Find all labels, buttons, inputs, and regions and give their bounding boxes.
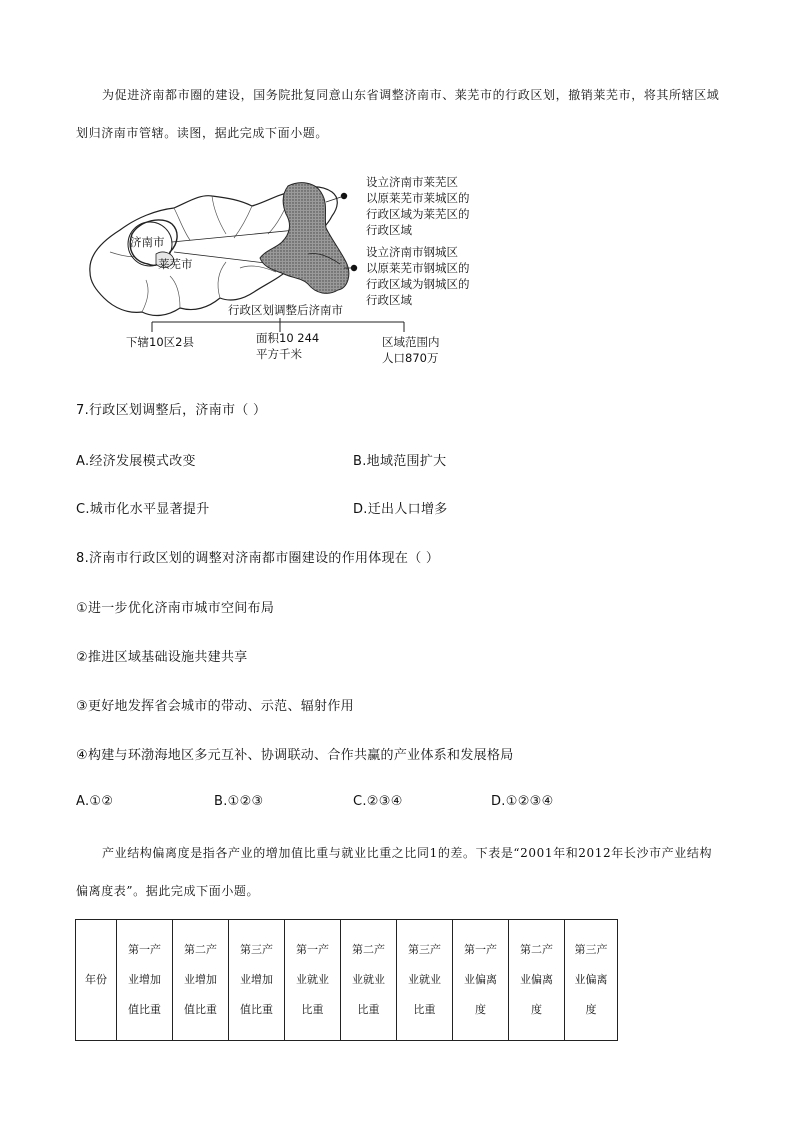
q8-statement-1: ①进一步优化济南市城市空间布局 [76, 601, 275, 616]
header-primary-value-added: 第一产 业增加 值比重 [117, 920, 173, 1041]
header-secondary-deviation: 第二产 业偏离 度 [509, 920, 565, 1041]
branch-area: 面积10 244 平方千米 [256, 331, 320, 361]
branch-population: 区域范围内 人口870万 [382, 335, 440, 365]
intro-paragraph-1 [76, 76, 720, 152]
header-secondary-employment: 第二产 业就业 比重 [341, 920, 397, 1041]
header-tertiary-value-added: 第三产 业增加 值比重 [229, 920, 285, 1041]
header-primary-deviation: 第一产 业偏离 度 [453, 920, 509, 1041]
branch-districts: 下辖10区2县 [126, 335, 194, 349]
deviation-table [75, 919, 618, 1041]
callout-gangcheng-district: 设立济南市钢城区 以原莱芜市钢城区的 行政区域为钢城区的 行政区域 [366, 245, 470, 307]
header-tertiary-deviation: 第三产 业偏离 度 [565, 920, 618, 1041]
header-tertiary-employment: 第三产 业就业 比重 [397, 920, 453, 1041]
q7-option-a[interactable]: A.经济发展模式改变 [76, 454, 196, 469]
map-figure [70, 172, 510, 372]
table-header-row [76, 920, 618, 1041]
question-8-stem: 8.济南市行政区划的调整对济南都市圈建设的作用体现在（ ） [76, 551, 440, 566]
q8-statement-4: ④构建与环渤海地区多元互补、协调联动、合作共赢的产业体系和发展格局 [76, 748, 514, 763]
intro-text-2: 产业结构偏离度是指各产业的增加值比重与就业比重之比同1的差。下表是“2001年和2012年长沙市产业结构偏离度表”。据此完成下面小题。 [76, 846, 713, 898]
q7-option-d[interactable]: D.迁出人口增多 [353, 502, 448, 517]
callout-laiwu-district: 设立济南市莱芜区 以原莱芜市莱城区的 行政区域为莱芜区的 行政区域 [366, 175, 470, 237]
q8-statement-3: ③更好地发挥省会城市的带动、示范、辐射作用 [76, 699, 354, 714]
q8-option-a[interactable]: A.①② [76, 794, 114, 809]
laiwu-label: 莱芜市 [158, 257, 193, 271]
header-year: 年份 [76, 920, 117, 1041]
q8-option-b[interactable]: B.①②③ [214, 794, 264, 809]
jinan-label: 济南市 [130, 235, 165, 249]
q7-option-c[interactable]: C.城市化水平显著提升 [76, 502, 210, 517]
intro-paragraph-2 [76, 834, 720, 910]
q8-option-d[interactable]: D.①②③④ [491, 794, 554, 809]
header-primary-employment: 第一产 业就业 比重 [285, 920, 341, 1041]
q8-statement-2: ②推进区域基础设施共建共享 [76, 650, 248, 665]
tree-title: 行政区划调整后济南市 [228, 303, 343, 317]
q7-option-b[interactable]: B.地域范围扩大 [353, 454, 447, 469]
q8-option-c[interactable]: C.②③④ [353, 794, 403, 809]
header-secondary-value-added: 第二产 业增加 值比重 [173, 920, 229, 1041]
intro-text-1: 为促进济南都市圈的建设，国务院批复同意山东省调整济南市、莱芜市的行政区划，撤销莱芜市，将其所辖区域划归济南市管辖。读图，据此完成下面小题。 [76, 88, 720, 140]
question-7-stem: 7.行政区划调整后，济南市（ ） [76, 403, 267, 418]
